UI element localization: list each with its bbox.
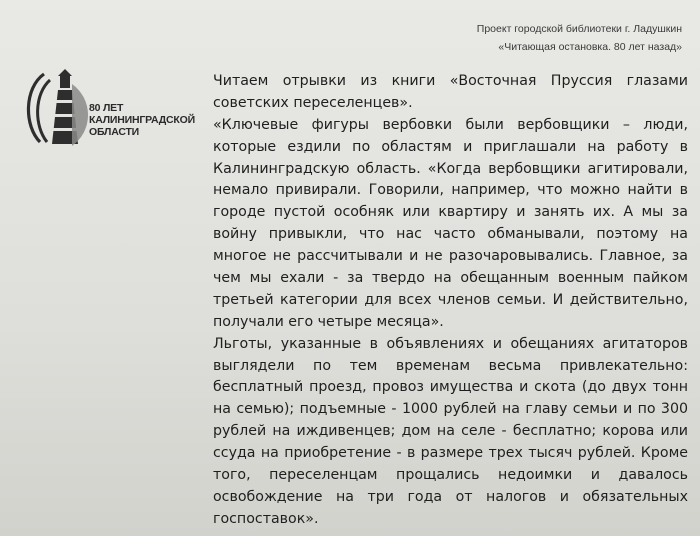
event-line: «Читающая остановка. 80 лет назад» bbox=[498, 41, 682, 53]
text-line: третьей категории для всех членов семьи. И действительно, bbox=[213, 291, 688, 308]
text-line: на семью); подъемные - 1000 рублей на главу семьи и по 300 bbox=[213, 401, 688, 418]
text-line: советских переселенцев». bbox=[213, 94, 413, 111]
logo-caption bbox=[89, 102, 195, 138]
text-line: рублей на иждивенцев; дом на селе - бесплатно; корова или bbox=[213, 423, 688, 440]
text-line: госпоставок». bbox=[213, 510, 319, 527]
text-line: выглядели по тем временам весьма привлекательно: bbox=[213, 357, 688, 374]
anniversary-logo bbox=[22, 66, 222, 152]
text-line: «Ключевые фигуры вербовки были вербовщики – люди, bbox=[213, 116, 688, 133]
text-line: многое не рассчитывали и не разочаровывались. Главное, за bbox=[213, 248, 688, 265]
logo-line-1: 80 ЛЕТ bbox=[89, 102, 124, 114]
text-line: чем мы ехали - за твердо на обещанным военным пайком bbox=[213, 270, 688, 287]
text-line: ссуда на приобретение - в размере трех тысяч рублей. Кроме bbox=[213, 445, 688, 462]
text-line: Калининградскую область. «Когда вербовщики агитировали, bbox=[213, 160, 688, 177]
logo-line-3: ОБЛАСТИ bbox=[89, 126, 140, 138]
text-line: Читаем отрывки из книги «Восточная Пруссия глазами bbox=[213, 73, 688, 89]
lighthouse-icon bbox=[22, 66, 92, 146]
text-line: городе пустой особняк или квартиру и занять их. А мы за bbox=[213, 204, 688, 221]
header bbox=[322, 20, 682, 56]
project-line: Проект городской библиотеки г. Ладушкин bbox=[476, 23, 682, 35]
text-line: освобождение на три года от налогов и обязательных bbox=[213, 488, 688, 505]
text-line: немало привирали. Говорили, например, что можно найти в bbox=[213, 182, 688, 199]
text-line: бесплатный проезд, провоз имущества и скота (до двух тонн bbox=[213, 379, 688, 396]
text-line: Льготы, указанные в объявлениях и обещаниях агитаторов bbox=[213, 335, 688, 352]
text-line: того, переселенцам прощались недоимки и давалось bbox=[213, 467, 688, 484]
logo-line-2: КАЛИНИНГРАДСКОЙ bbox=[89, 114, 195, 126]
text-line: получали его четыре месяца». bbox=[213, 313, 444, 330]
body-text bbox=[213, 71, 688, 531]
text-line: войну привыкли, что нас часто обманывали, поэтому на bbox=[213, 226, 688, 243]
text-line: которые ездили по областям и приглашали на работу в bbox=[213, 138, 688, 155]
